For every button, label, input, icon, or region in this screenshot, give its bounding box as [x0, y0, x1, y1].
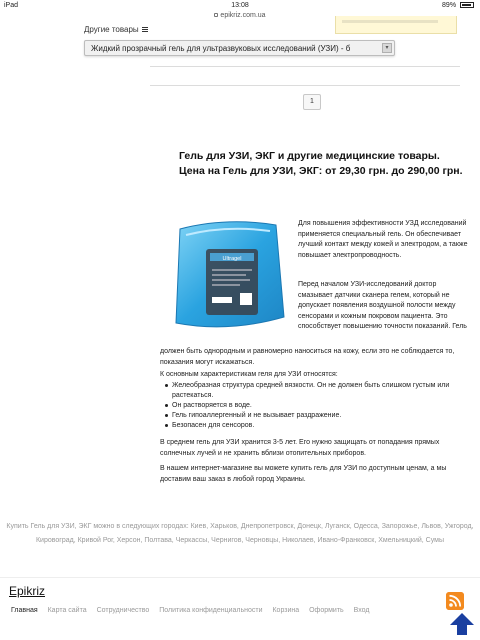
status-bar: [0, 0, 480, 12]
battery-percent: 89%: [442, 2, 457, 9]
url-text: epikriz.com.ua: [220, 12, 266, 19]
other-products-label: Другие товары: [84, 25, 139, 34]
product-select-value: Жидкий прозрачный гель для ультразвуковых исследований (УЗИ) - б: [91, 44, 351, 53]
hamburger-icon: [142, 27, 148, 32]
divider: [150, 66, 460, 67]
lock-icon: [214, 13, 218, 17]
description-paragraph: должен быть однородным и равномерно наноситься на кожу, если это не соблюдается то, показания могут искажаться.: [160, 348, 455, 366]
footer-brand-link[interactable]: Epikriz: [9, 584, 46, 598]
battery-icon: [460, 2, 474, 8]
footer-link-home[interactable]: Главная: [11, 607, 38, 614]
description-paragraph: Для повышения эффективности УЗД исследований применяется специальный гель. Он обеспечивает лучший контакт между кожей и электродом, а также повышает электропроводность.: [298, 220, 468, 259]
divider: [150, 85, 460, 86]
cities-text: Купить Гель для УЗИ, ЭКГ можно в следующих городах: Киев, Харьков, Днепропетровск, Донецк, Луганск, Одесса, Запорожье, Львов, Ужгород, Кировоград, Кривой Рог, Херсон, Полтава, Черкассы, Чернигов, Черновцы, Николаев, Ивано-Франковск, Хмельницкий, Сумы: [6, 523, 474, 544]
product-brand-label: Ultragel: [222, 256, 242, 262]
footer-link-cart[interactable]: Корзина: [272, 607, 300, 614]
device-label: iPad: [4, 2, 19, 9]
other-products-menu[interactable]: [84, 25, 148, 34]
clock: 13:08: [231, 2, 249, 9]
list-item: Желеобразная структура средней вязкости. Он не должен быть слишком густым или растекаться.: [164, 381, 464, 401]
divider: [0, 577, 480, 578]
rss-icon[interactable]: [446, 592, 464, 610]
chevron-down-icon[interactable]: ▾: [382, 43, 392, 53]
product-select[interactable]: [84, 40, 395, 56]
footer-link-cooperation[interactable]: Сотрудничество: [96, 607, 150, 614]
page-heading: Гель для УЗИ, ЭКГ и другие медицинские товары. Цена на Гель для УЗИ, ЭКГ: от 29,30 грн. до 290,00 грн.: [179, 150, 463, 177]
delivery-paragraph: В нашем интернет-магазине вы можете купить гель для УЗИ по доступным ценам, а мы доставим ваш заказ в любой город Украины.: [160, 465, 447, 483]
footer-link-checkout[interactable]: Оформить: [309, 607, 344, 614]
footer-nav: [11, 607, 377, 614]
features-list: [164, 381, 464, 431]
footer-link-login[interactable]: Вход: [353, 607, 370, 614]
list-item: Безопасен для сенсоров.: [164, 421, 464, 431]
page-button[interactable]: 1: [303, 94, 321, 110]
storage-paragraph: В среднем гель для УЗИ хранится 3-5 лет. Его нужно защищать от попадания прямых солнечных лучей и не хранить вблизи отопительных приборов.: [160, 439, 440, 457]
notice-box: [335, 16, 457, 34]
product-image: [166, 213, 290, 337]
features-intro: К основным характеристикам геля для УЗИ относятся:: [160, 371, 338, 378]
list-item: Он растворяется в воде.: [164, 401, 464, 411]
footer-link-privacy[interactable]: Политика конфиденциальности: [159, 607, 263, 614]
arrow-up-icon[interactable]: [449, 612, 475, 636]
description-paragraph: Перед началом УЗИ-исследований доктор смазывает датчики сканера гелем, который не допускает появления воздушной полости между сенсорами и кожным покровом пациента. Это способствует повышению точности показаний. Гель: [298, 281, 467, 330]
list-item: Гель гипоаллергенный и не вызывает раздражение.: [164, 411, 464, 421]
footer-link-sitemap[interactable]: Карта сайта: [47, 607, 87, 614]
battery-status: [442, 2, 474, 9]
